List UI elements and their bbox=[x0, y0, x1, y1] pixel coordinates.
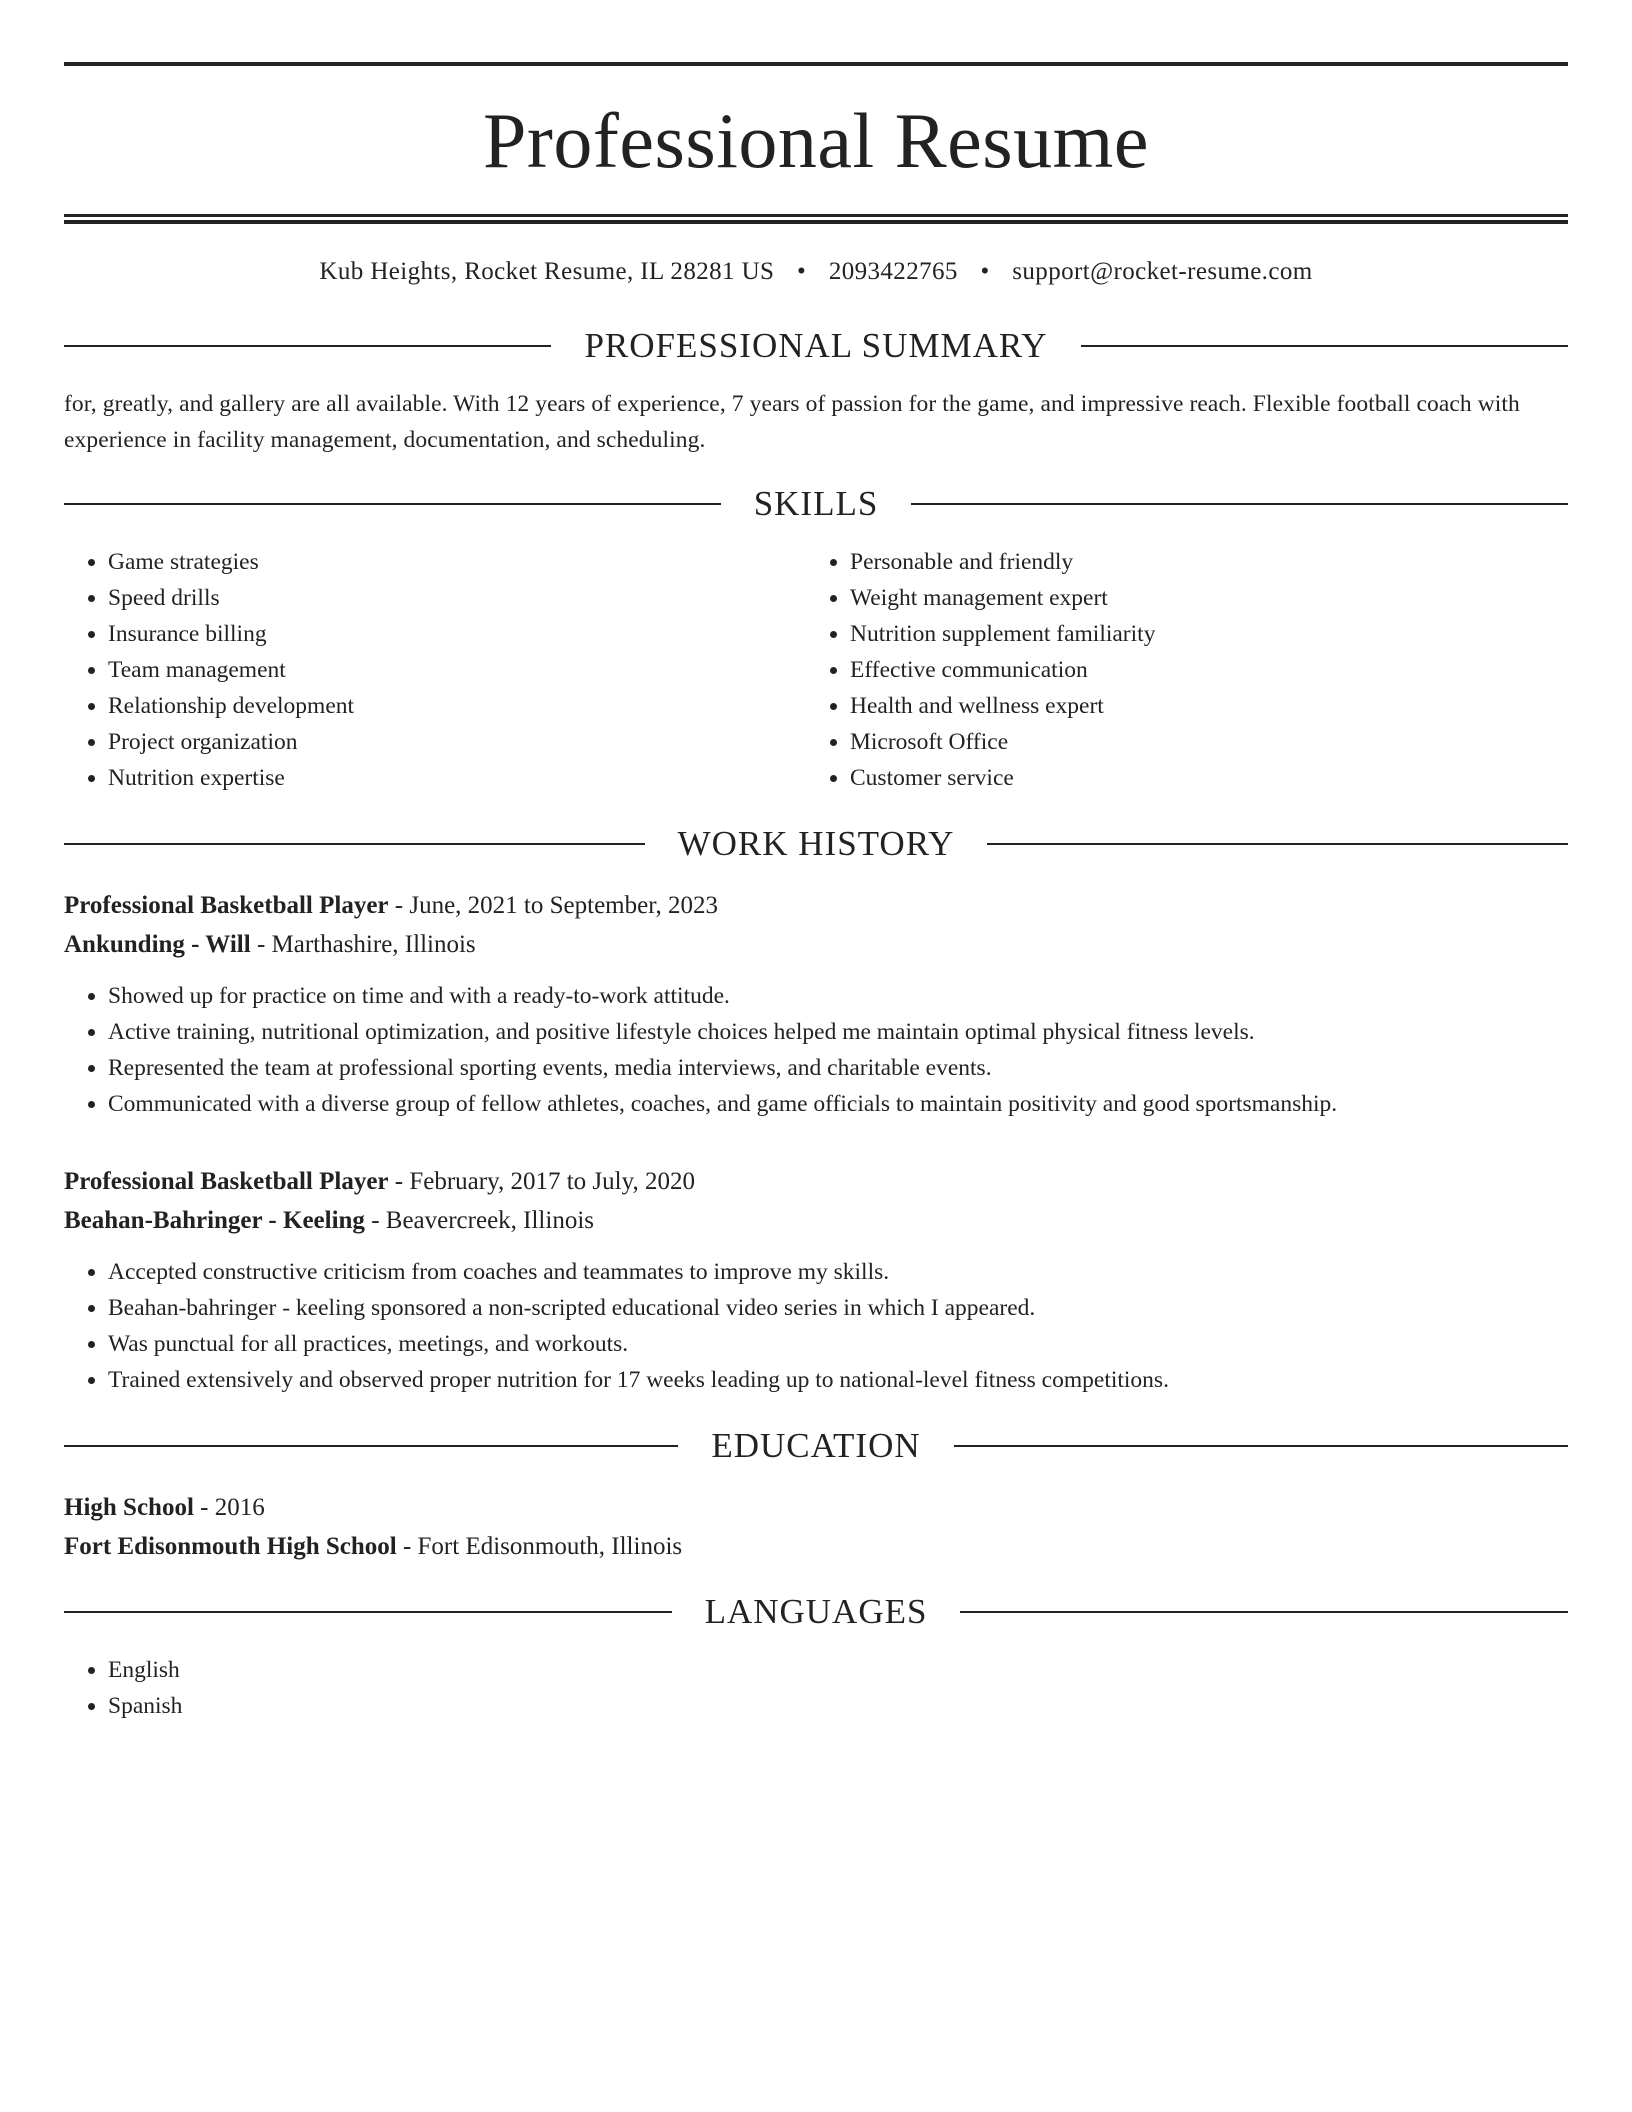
job-bullet: • Beahan-bahringer - keeling sponsored a non-scripted educational video series in which I appeared. bbox=[108, 1290, 1568, 1326]
heading-rule-left bbox=[64, 843, 645, 845]
skills-heading bbox=[64, 486, 1568, 522]
title-double-rule bbox=[64, 214, 1568, 224]
education-heading-label: EDUCATION bbox=[711, 1426, 921, 1465]
skill-item: • Microsoft Office bbox=[850, 724, 1548, 760]
job-bullets bbox=[64, 978, 1568, 1122]
skill-item: • Team management bbox=[108, 652, 806, 688]
job-entry bbox=[64, 1162, 1568, 1398]
job-bullet: • Was punctual for all practices, meetings, and workouts. bbox=[108, 1326, 1568, 1362]
education-degree: High School bbox=[64, 1494, 194, 1521]
heading-rule-right bbox=[987, 843, 1568, 845]
skills-column-left bbox=[64, 544, 806, 796]
education-location: - Fort Edisonmouth, Illinois bbox=[396, 1533, 683, 1560]
heading-rule-right bbox=[911, 503, 1568, 505]
heading-rule-left bbox=[64, 1445, 678, 1447]
education-degree-line bbox=[64, 1488, 1568, 1527]
job-title: Professional Basketball Player bbox=[64, 1168, 389, 1195]
job-company-line bbox=[64, 1201, 1568, 1240]
job-dates: - June, 2021 to September, 2023 bbox=[388, 892, 719, 919]
summary-text: for, greatly, and gallery are all available. With 12 years of experience, 7 years of passion for the game, and impressive reach. Flexible football coach with experience in facility management, documentation, and scheduling. bbox=[64, 391, 1520, 453]
skill-item: • Effective communication bbox=[850, 652, 1548, 688]
languages-list bbox=[64, 1652, 1568, 1724]
resume-title: Professional Resume bbox=[483, 97, 1149, 184]
heading-rule-right bbox=[1081, 345, 1568, 347]
heading-rule-right bbox=[954, 1445, 1568, 1447]
skill-item: • Nutrition supplement familiarity bbox=[850, 616, 1548, 652]
skill-item: • Health and wellness expert bbox=[850, 688, 1548, 724]
contact-address: Kub Heights, Rocket Resume, IL 28281 US bbox=[319, 258, 775, 285]
job-bullet: • Showed up for practice on time and with a ready-to-work attitude. bbox=[108, 978, 1568, 1014]
work-heading-label: WORK HISTORY bbox=[677, 824, 955, 863]
heading-rule-left bbox=[64, 503, 721, 505]
top-rule bbox=[64, 62, 1568, 66]
contact-email: support@rocket-resume.com bbox=[1012, 258, 1313, 285]
skill-item: • Weight management expert bbox=[850, 580, 1548, 616]
skill-item: • Game strategies bbox=[108, 544, 806, 580]
contact-separator: • bbox=[980, 258, 990, 285]
job-dates: - February, 2017 to July, 2020 bbox=[388, 1168, 695, 1195]
language-item: • Spanish bbox=[108, 1688, 1568, 1724]
job-company: Beahan-Bahringer - Keeling bbox=[64, 1207, 365, 1234]
skill-item: • Insurance billing bbox=[108, 616, 806, 652]
job-title-line bbox=[64, 1162, 1568, 1201]
contact-separator: • bbox=[797, 258, 807, 285]
skill-item: • Customer service bbox=[850, 760, 1548, 796]
job-bullet: • Trained extensively and observed proper nutrition for 17 weeks leading up to national-level fitness competitions. bbox=[108, 1362, 1568, 1398]
skill-item: • Project organization bbox=[108, 724, 806, 760]
skill-item: • Speed drills bbox=[108, 580, 806, 616]
job-title: Professional Basketball Player bbox=[64, 892, 389, 919]
summary-heading bbox=[64, 328, 1568, 364]
education-entry bbox=[64, 1488, 1568, 1566]
job-bullet: • Accepted constructive criticism from coaches and teammates to improve my skills. bbox=[108, 1254, 1568, 1290]
skills-list bbox=[64, 544, 1568, 796]
education-school-line bbox=[64, 1527, 1568, 1566]
skills-heading-label: SKILLS bbox=[753, 484, 879, 523]
language-item: • English bbox=[108, 1652, 1568, 1688]
education-school: Fort Edisonmouth High School bbox=[64, 1533, 397, 1560]
job-company-line bbox=[64, 925, 1568, 964]
heading-rule-right bbox=[960, 1611, 1568, 1613]
contact-phone: 2093422765 bbox=[828, 258, 958, 285]
heading-rule-left bbox=[64, 345, 551, 347]
job-title-line bbox=[64, 886, 1568, 925]
languages-heading-label: LANGUAGES bbox=[704, 1592, 928, 1631]
job-bullet: • Active training, nutritional optimization, and positive lifestyle choices helped me maintain optimal physical fitness levels. bbox=[108, 1014, 1568, 1050]
job-bullets bbox=[64, 1254, 1568, 1398]
job-location: - Marthashire, Illinois bbox=[250, 931, 476, 958]
skill-item: • Nutrition expertise bbox=[108, 760, 806, 796]
education-year: - 2016 bbox=[193, 1494, 265, 1521]
heading-rule-left bbox=[64, 1611, 672, 1613]
languages-heading bbox=[64, 1594, 1568, 1630]
education-heading bbox=[64, 1428, 1568, 1464]
summary-heading-label: PROFESSIONAL SUMMARY bbox=[584, 326, 1048, 365]
job-company: Ankunding - Will bbox=[64, 931, 251, 958]
job-bullet: • Communicated with a diverse group of fellow athletes, coaches, and game officials to maintain positivity and good sportsmanship. bbox=[108, 1086, 1568, 1122]
skill-item: • Personable and friendly bbox=[850, 544, 1548, 580]
contact-line bbox=[64, 258, 1568, 286]
job-entry bbox=[64, 886, 1568, 1122]
job-bullet: • Represented the team at professional sporting events, media interviews, and charitable events. bbox=[108, 1050, 1568, 1086]
skill-item: • Relationship development bbox=[108, 688, 806, 724]
job-location: - Beavercreek, Illinois bbox=[364, 1207, 595, 1234]
work-heading bbox=[64, 826, 1568, 862]
skills-column-right bbox=[806, 544, 1548, 796]
